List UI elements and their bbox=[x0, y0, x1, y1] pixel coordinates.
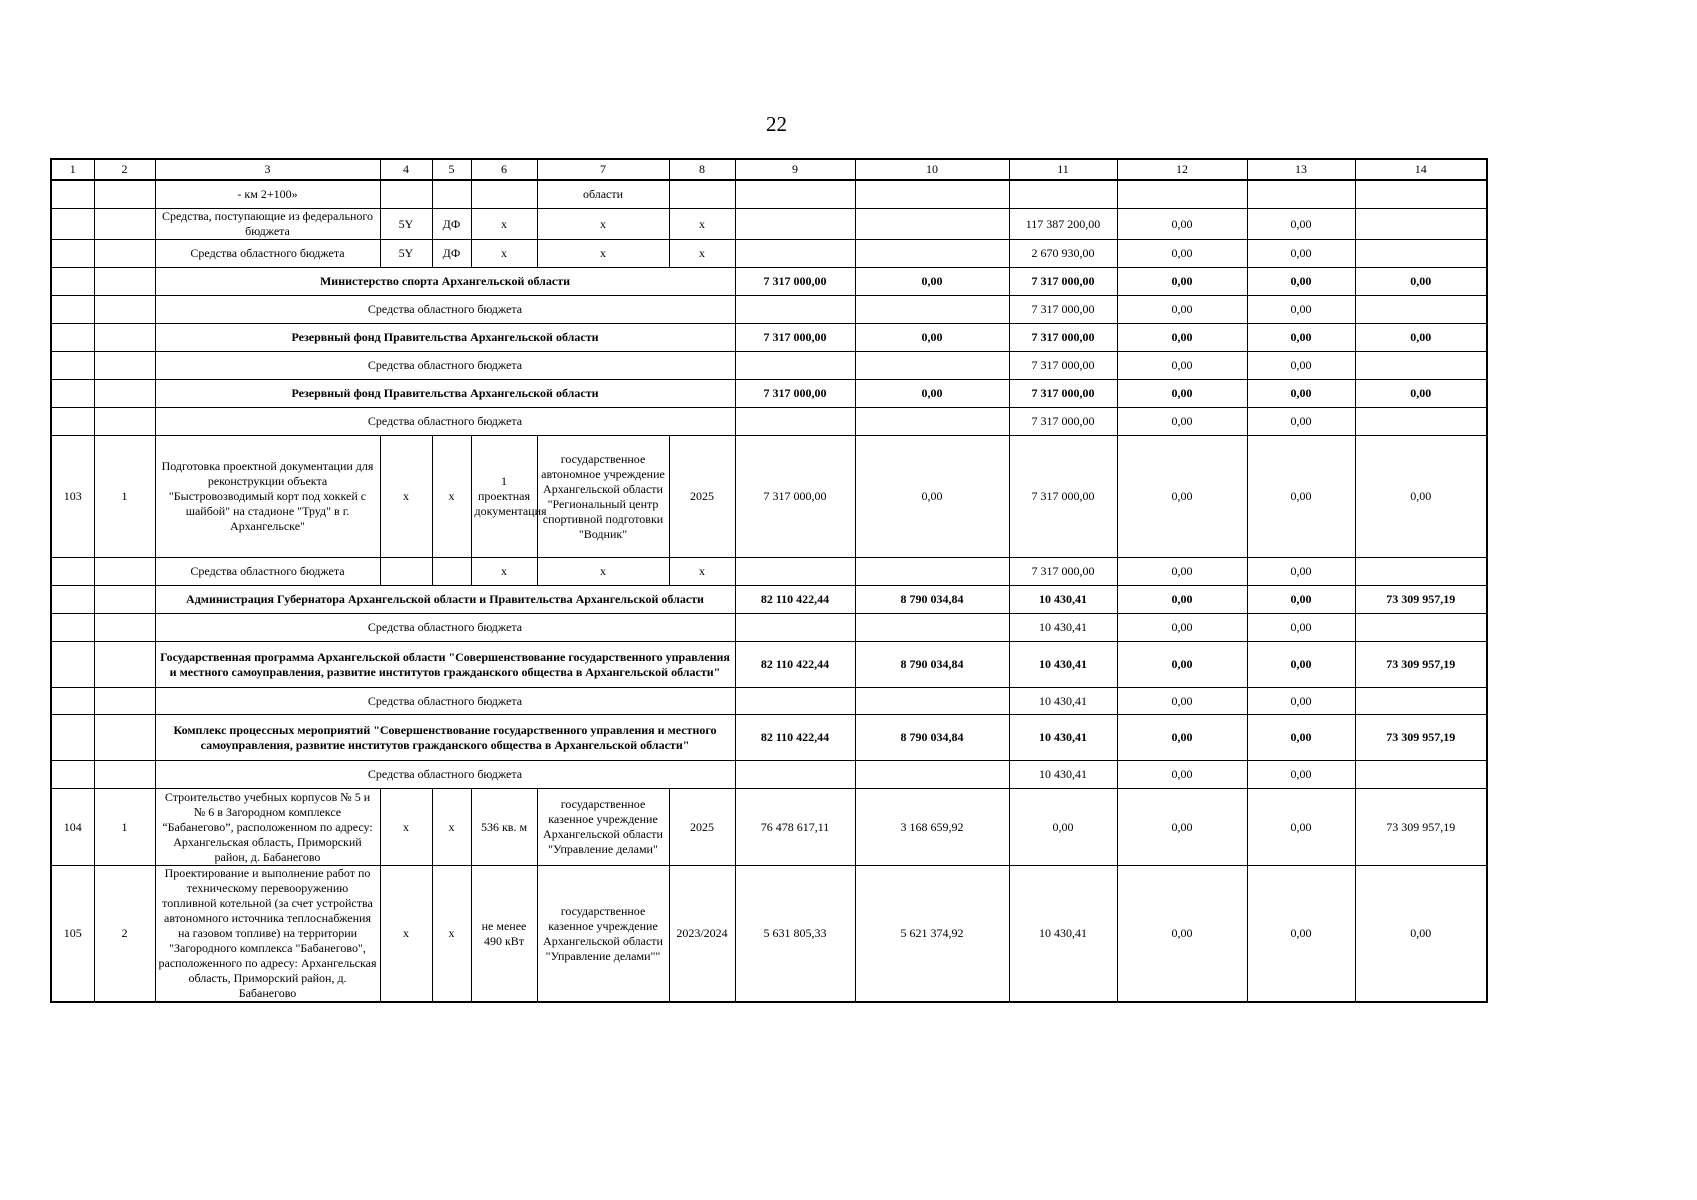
table-cell: Средства областного бюджета bbox=[155, 352, 735, 380]
table-cell: 7 317 000,00 bbox=[1009, 268, 1117, 296]
table-cell: 0,00 bbox=[1117, 352, 1247, 380]
table-cell: 7 317 000,00 bbox=[735, 380, 855, 408]
table-cell bbox=[94, 558, 155, 586]
table-cell bbox=[855, 688, 1009, 715]
table-cell: 3 168 659,92 bbox=[855, 789, 1009, 866]
table-cell: 0,00 bbox=[1117, 586, 1247, 614]
table-cell: Строительство учебных корпусов № 5 и № 6 в Загородном комплексе “Бабанегово”, расположенном по адресу: Архангельская область, Приморский район, д. Бабанегово bbox=[155, 789, 380, 866]
table-cell bbox=[51, 688, 94, 715]
table-cell: 0,00 bbox=[1247, 789, 1355, 866]
table-cell: 0,00 bbox=[1247, 268, 1355, 296]
table-cell: 0,00 bbox=[1117, 789, 1247, 866]
table-row bbox=[51, 789, 1487, 866]
column-header: 5 bbox=[432, 159, 471, 180]
table-cell: 82 110 422,44 bbox=[735, 642, 855, 688]
table-cell bbox=[51, 761, 94, 789]
table-cell: 73 309 957,19 bbox=[1355, 642, 1487, 688]
table-cell: х bbox=[537, 209, 669, 240]
table-cell bbox=[855, 558, 1009, 586]
table-cell: 0,00 bbox=[1247, 408, 1355, 436]
table-cell: 0,00 bbox=[1247, 688, 1355, 715]
table-cell: х bbox=[380, 436, 432, 558]
table-cell: 0,00 bbox=[1355, 380, 1487, 408]
table-cell bbox=[855, 761, 1009, 789]
column-header: 9 bbox=[735, 159, 855, 180]
column-header: 6 bbox=[471, 159, 537, 180]
table-row bbox=[51, 715, 1487, 761]
table-cell: 7 317 000,00 bbox=[1009, 324, 1117, 352]
table-cell bbox=[855, 209, 1009, 240]
budget-table bbox=[50, 158, 1488, 1003]
table-cell bbox=[51, 614, 94, 642]
table-cell: 0,00 bbox=[1247, 324, 1355, 352]
column-header: 13 bbox=[1247, 159, 1355, 180]
table-cell: 10 430,41 bbox=[1009, 614, 1117, 642]
table-cell bbox=[855, 614, 1009, 642]
table-cell: 0,00 bbox=[1247, 209, 1355, 240]
table-cell bbox=[471, 180, 537, 209]
table-row bbox=[51, 380, 1487, 408]
table-cell bbox=[432, 558, 471, 586]
table-cell bbox=[51, 268, 94, 296]
table-cell bbox=[51, 352, 94, 380]
table-row bbox=[51, 408, 1487, 436]
table-cell bbox=[855, 352, 1009, 380]
table-cell bbox=[1355, 296, 1487, 324]
table-cell: 7 317 000,00 bbox=[1009, 436, 1117, 558]
table-row bbox=[51, 688, 1487, 715]
table-cell: 1 bbox=[94, 789, 155, 866]
table-cell: 7 317 000,00 bbox=[1009, 408, 1117, 436]
table-cell: х bbox=[669, 558, 735, 586]
table-cell: 0,00 bbox=[1355, 324, 1487, 352]
table-cell bbox=[1355, 352, 1487, 380]
table-cell bbox=[94, 209, 155, 240]
table-cell bbox=[51, 180, 94, 209]
table-cell: 0,00 bbox=[1117, 715, 1247, 761]
table-row bbox=[51, 209, 1487, 240]
table-cell: Средства областного бюджета bbox=[155, 296, 735, 324]
table-cell bbox=[1355, 558, 1487, 586]
table-cell: 0,00 bbox=[1247, 715, 1355, 761]
table-cell: 7 317 000,00 bbox=[735, 436, 855, 558]
table-cell bbox=[735, 408, 855, 436]
table-cell bbox=[735, 761, 855, 789]
table-cell: 7 317 000,00 bbox=[1009, 296, 1117, 324]
table-cell: Комплекс процессных мероприятий "Совершенствование государственного управления и местного самоуправления, развитие институтов гражданского общества в Архангельской области" bbox=[155, 715, 735, 761]
table-cell bbox=[669, 180, 735, 209]
table-cell: 82 110 422,44 bbox=[735, 715, 855, 761]
table-cell: 0,00 bbox=[1247, 296, 1355, 324]
table-cell: 0,00 bbox=[1117, 408, 1247, 436]
table-cell: х bbox=[432, 866, 471, 1003]
table-cell bbox=[51, 296, 94, 324]
table-cell bbox=[94, 586, 155, 614]
table-cell bbox=[855, 240, 1009, 268]
table-cell: 104 bbox=[51, 789, 94, 866]
table-cell: 0,00 bbox=[1117, 209, 1247, 240]
table-cell bbox=[51, 380, 94, 408]
table-cell bbox=[51, 240, 94, 268]
column-header: 14 bbox=[1355, 159, 1487, 180]
table-cell: 0,00 bbox=[1117, 296, 1247, 324]
table-row bbox=[51, 436, 1487, 558]
table-cell: 1 bbox=[94, 436, 155, 558]
table-cell: 0,00 bbox=[1117, 866, 1247, 1003]
table-cell bbox=[1355, 761, 1487, 789]
table-header-row bbox=[51, 159, 1487, 180]
table-cell: Средства областного бюджета bbox=[155, 761, 735, 789]
table-cell: 7 317 000,00 bbox=[1009, 380, 1117, 408]
table-cell: 10 430,41 bbox=[1009, 866, 1117, 1003]
table-cell bbox=[51, 586, 94, 614]
table-cell: 10 430,41 bbox=[1009, 586, 1117, 614]
table-cell bbox=[94, 408, 155, 436]
table-cell: 0,00 bbox=[1247, 436, 1355, 558]
table-cell: Администрация Губернатора Архангельской области и Правительства Архангельской области bbox=[155, 586, 735, 614]
table-cell: 7 317 000,00 bbox=[1009, 558, 1117, 586]
table-row bbox=[51, 180, 1487, 209]
table-cell: Средства областного бюджета bbox=[155, 614, 735, 642]
column-header: 11 bbox=[1009, 159, 1117, 180]
table-cell: 2023/2024 bbox=[669, 866, 735, 1003]
table-cell bbox=[94, 614, 155, 642]
table-cell: 0,00 bbox=[1247, 866, 1355, 1003]
table-cell bbox=[855, 180, 1009, 209]
table-cell: ДФ bbox=[432, 240, 471, 268]
table-cell bbox=[1117, 180, 1247, 209]
table-cell: х bbox=[471, 209, 537, 240]
table-cell: 0,00 bbox=[1117, 558, 1247, 586]
table-cell: Средства областного бюджета bbox=[155, 408, 735, 436]
table-cell bbox=[51, 209, 94, 240]
table-cell: 0,00 bbox=[1009, 789, 1117, 866]
table-cell: 0,00 bbox=[1117, 642, 1247, 688]
table-cell bbox=[1355, 240, 1487, 268]
table-cell: Государственная программа Архангельской области "Совершенствование государственного управления и местного самоуправления, развитие институтов гражданского общества в Архангельской области" bbox=[155, 642, 735, 688]
table-cell bbox=[380, 558, 432, 586]
table-cell: 82 110 422,44 bbox=[735, 586, 855, 614]
table-cell: 0,00 bbox=[1117, 380, 1247, 408]
column-header: 12 bbox=[1117, 159, 1247, 180]
table-cell: 0,00 bbox=[1117, 688, 1247, 715]
table-cell: 73 309 957,19 bbox=[1355, 789, 1487, 866]
table-cell: 0,00 bbox=[1247, 614, 1355, 642]
table-cell: 0,00 bbox=[1117, 240, 1247, 268]
table-row bbox=[51, 866, 1487, 1003]
table-cell: 0,00 bbox=[1117, 324, 1247, 352]
table-cell bbox=[1355, 688, 1487, 715]
table-cell: 0,00 bbox=[1247, 352, 1355, 380]
table-row bbox=[51, 268, 1487, 296]
table-cell: 0,00 bbox=[1117, 268, 1247, 296]
table-cell bbox=[51, 558, 94, 586]
table-cell: области bbox=[537, 180, 669, 209]
column-header: 7 bbox=[537, 159, 669, 180]
column-header: 2 bbox=[94, 159, 155, 180]
table-cell: Резервный фонд Правительства Архангельской области bbox=[155, 324, 735, 352]
table-cell: 76 478 617,11 bbox=[735, 789, 855, 866]
table-cell: 7 317 000,00 bbox=[735, 324, 855, 352]
table-cell: 0,00 bbox=[855, 436, 1009, 558]
table-cell: 0,00 bbox=[855, 324, 1009, 352]
table-cell bbox=[94, 240, 155, 268]
table-cell: Проектирование и выполнение работ по техническому перевооружению топливной котельной (за счет устройства автономного источника теплоснабжения на газовом топливе) на территории "Загородного комплекса "Бабанегово", расположенного по адресу: Архангельская область, Приморский район, д. Бабанегово bbox=[155, 866, 380, 1003]
table-cell: х bbox=[669, 240, 735, 268]
table-cell: 0,00 bbox=[1117, 614, 1247, 642]
table-cell bbox=[735, 352, 855, 380]
column-header: 8 bbox=[669, 159, 735, 180]
table-cell bbox=[51, 715, 94, 761]
table-row bbox=[51, 296, 1487, 324]
table-cell: х bbox=[537, 558, 669, 586]
table-cell: 1 проектная документация bbox=[471, 436, 537, 558]
table-cell: 7 317 000,00 bbox=[735, 268, 855, 296]
table-cell: 0,00 bbox=[1247, 761, 1355, 789]
table-cell: 8 790 034,84 bbox=[855, 586, 1009, 614]
table-cell: 5 631 805,33 bbox=[735, 866, 855, 1003]
table-cell: государственное автономное учреждение Архангельской области "Региональный центр спортивной подготовки "Водник" bbox=[537, 436, 669, 558]
table-cell bbox=[735, 180, 855, 209]
table-cell: 0,00 bbox=[1247, 642, 1355, 688]
table-cell: 0,00 bbox=[1247, 380, 1355, 408]
table-cell: Министерство спорта Архангельской области bbox=[155, 268, 735, 296]
table-cell: х bbox=[380, 789, 432, 866]
table-cell bbox=[94, 715, 155, 761]
table-cell bbox=[855, 408, 1009, 436]
table-cell: 2 670 930,00 bbox=[1009, 240, 1117, 268]
table-cell: 0,00 bbox=[1247, 240, 1355, 268]
table-cell bbox=[1247, 180, 1355, 209]
table-cell: х bbox=[471, 558, 537, 586]
table-cell: 0,00 bbox=[855, 380, 1009, 408]
table-cell bbox=[94, 268, 155, 296]
table-cell: 73 309 957,19 bbox=[1355, 715, 1487, 761]
table-cell bbox=[94, 180, 155, 209]
table-cell bbox=[855, 296, 1009, 324]
table-cell: 0,00 bbox=[1117, 436, 1247, 558]
table-cell bbox=[94, 380, 155, 408]
table-cell: 8 790 034,84 bbox=[855, 715, 1009, 761]
table-cell: Средства, поступающие из федерального бюджета bbox=[155, 209, 380, 240]
table-cell: Подготовка проектной документации для реконструкции объекта "Быстровозводимый корт под хоккей с шайбой" на стадионе "Труд" в г. Архангельске" bbox=[155, 436, 380, 558]
table-cell: государственное казенное учреждение Архангельской области "Управление делами"" bbox=[537, 866, 669, 1003]
table-row bbox=[51, 761, 1487, 789]
table-cell: не менее 490 кВт bbox=[471, 866, 537, 1003]
table-cell bbox=[94, 324, 155, 352]
table-cell: 5Y bbox=[380, 209, 432, 240]
table-cell: 536 кв. м bbox=[471, 789, 537, 866]
table-cell: 2025 bbox=[669, 789, 735, 866]
table-cell: х bbox=[537, 240, 669, 268]
table-cell: 117 387 200,00 bbox=[1009, 209, 1117, 240]
table-cell: 0,00 bbox=[1355, 268, 1487, 296]
table-cell bbox=[1355, 408, 1487, 436]
table-cell bbox=[735, 558, 855, 586]
table-cell: ДФ bbox=[432, 209, 471, 240]
table-cell: Резервный фонд Правительства Архангельской области bbox=[155, 380, 735, 408]
table-cell: 5 621 374,92 bbox=[855, 866, 1009, 1003]
table-row bbox=[51, 586, 1487, 614]
table-row bbox=[51, 352, 1487, 380]
table-cell: 73 309 957,19 bbox=[1355, 586, 1487, 614]
table-row bbox=[51, 614, 1487, 642]
table-cell: 0,00 bbox=[1355, 866, 1487, 1003]
table-cell: 0,00 bbox=[1247, 558, 1355, 586]
table-cell: х bbox=[669, 209, 735, 240]
table-cell bbox=[735, 688, 855, 715]
table-cell: Средства областного бюджета bbox=[155, 240, 380, 268]
table-cell: государственное казенное учреждение Архангельской области "Управление делами" bbox=[537, 789, 669, 866]
table-cell: х bbox=[380, 866, 432, 1003]
table-cell: 7 317 000,00 bbox=[1009, 352, 1117, 380]
table-row bbox=[51, 558, 1487, 586]
page-number: 22 bbox=[766, 112, 787, 136]
table-cell: 0,00 bbox=[1117, 761, 1247, 789]
table-cell bbox=[94, 642, 155, 688]
table-cell bbox=[94, 296, 155, 324]
table-cell: 8 790 034,84 bbox=[855, 642, 1009, 688]
table-cell: 2025 bbox=[669, 436, 735, 558]
table-cell: 2 bbox=[94, 866, 155, 1003]
table-cell: 103 bbox=[51, 436, 94, 558]
table-cell bbox=[1355, 180, 1487, 209]
table-cell bbox=[1009, 180, 1117, 209]
table-cell bbox=[380, 180, 432, 209]
table-cell bbox=[1355, 209, 1487, 240]
table-cell bbox=[735, 296, 855, 324]
column-header: 3 bbox=[155, 159, 380, 180]
column-header: 1 bbox=[51, 159, 94, 180]
table-cell: х bbox=[432, 436, 471, 558]
table-cell: 5Y bbox=[380, 240, 432, 268]
table-cell: 10 430,41 bbox=[1009, 761, 1117, 789]
table-cell: 0,00 bbox=[1355, 436, 1487, 558]
table-cell bbox=[735, 209, 855, 240]
table-cell: Средства областного бюджета bbox=[155, 558, 380, 586]
table-cell: 0,00 bbox=[1247, 586, 1355, 614]
table-cell: 0,00 bbox=[855, 268, 1009, 296]
table-cell bbox=[51, 642, 94, 688]
table-cell: Средства областного бюджета bbox=[155, 688, 735, 715]
table-cell: 10 430,41 bbox=[1009, 688, 1117, 715]
table-cell: 10 430,41 bbox=[1009, 715, 1117, 761]
table-cell bbox=[51, 408, 94, 436]
table-cell: х bbox=[471, 240, 537, 268]
table-cell bbox=[735, 240, 855, 268]
table-cell bbox=[51, 324, 94, 352]
table-cell bbox=[94, 688, 155, 715]
table-cell: 10 430,41 bbox=[1009, 642, 1117, 688]
column-header: 10 bbox=[855, 159, 1009, 180]
table-cell: 105 bbox=[51, 866, 94, 1003]
table-cell bbox=[735, 614, 855, 642]
table-cell bbox=[94, 352, 155, 380]
table-cell bbox=[1355, 614, 1487, 642]
table-row bbox=[51, 240, 1487, 268]
column-header: 4 bbox=[380, 159, 432, 180]
table-cell bbox=[94, 761, 155, 789]
table-cell: х bbox=[432, 789, 471, 866]
table-cell: - км 2+100» bbox=[155, 180, 380, 209]
table-row bbox=[51, 324, 1487, 352]
table-cell bbox=[432, 180, 471, 209]
table-row bbox=[51, 642, 1487, 688]
